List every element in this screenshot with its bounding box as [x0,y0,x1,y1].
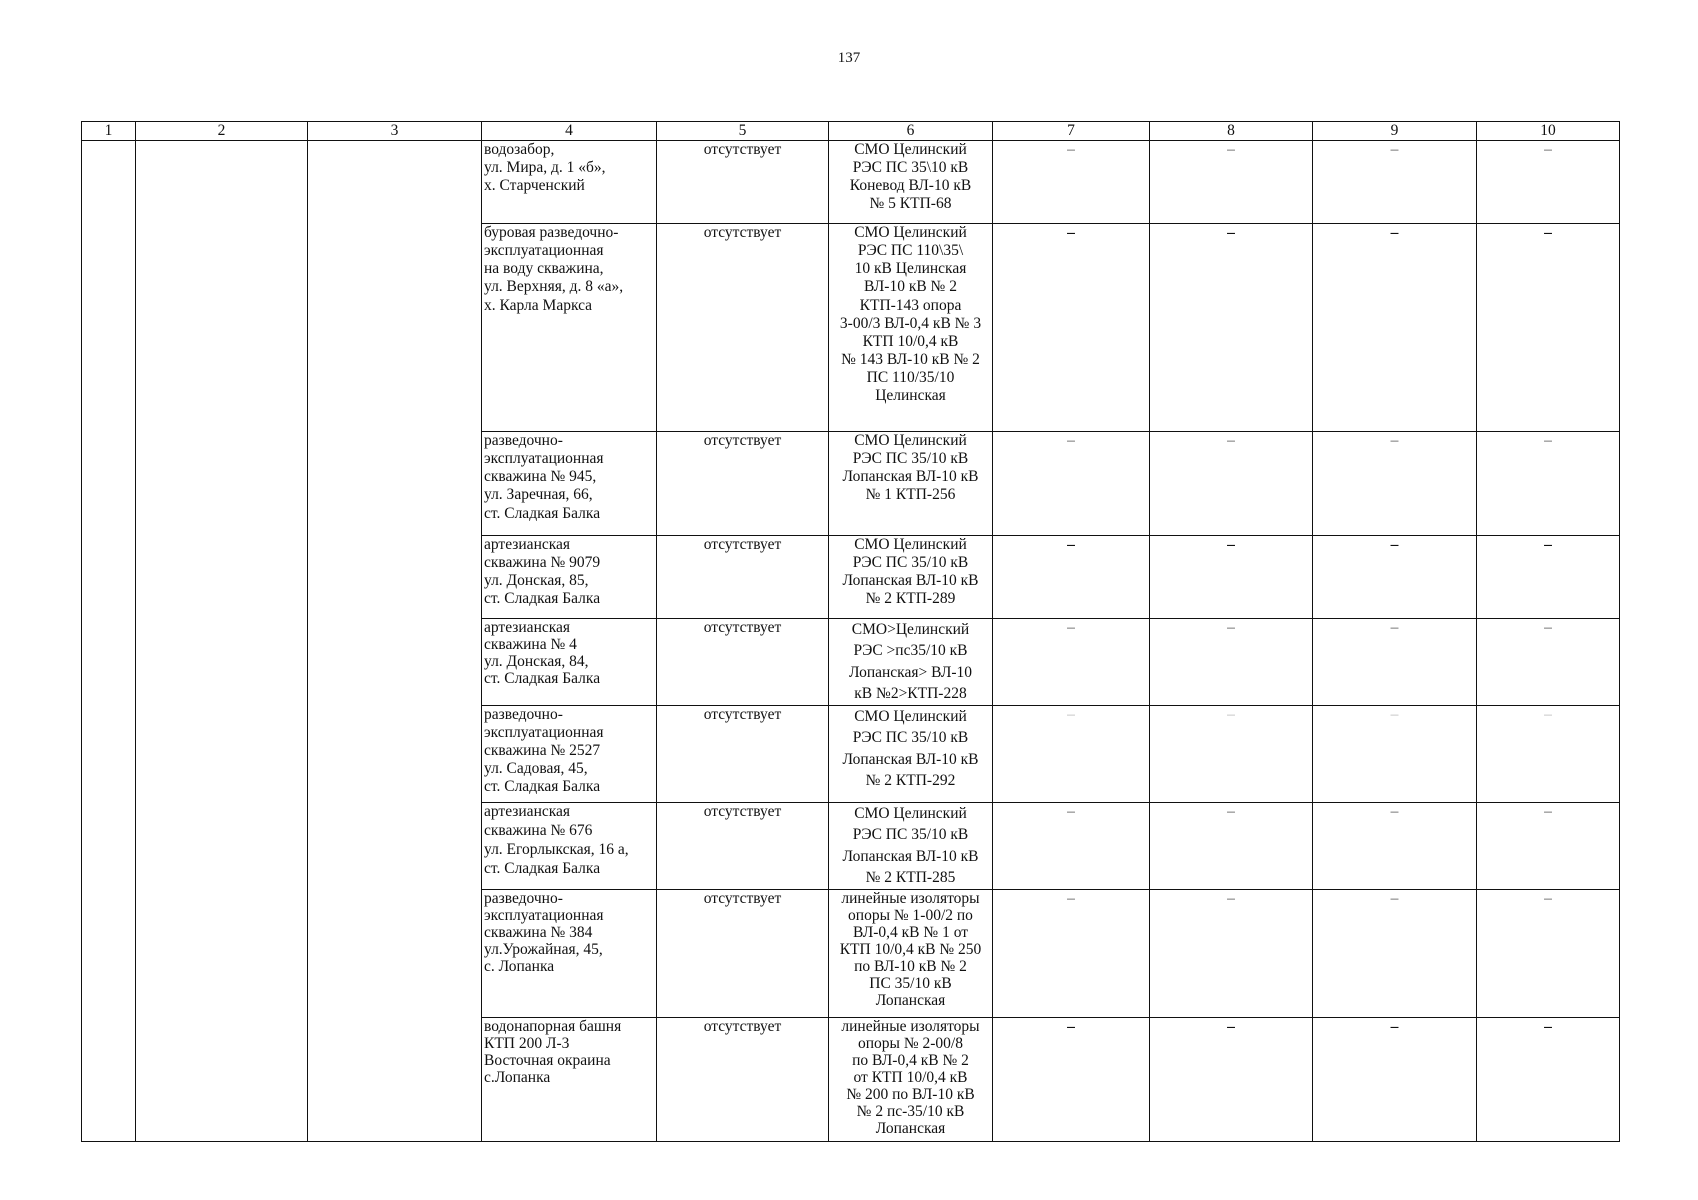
status-cell: отсутствует [657,224,829,432]
status-cell: отсутствует [657,706,829,803]
status-cell: отсутствует [657,890,829,1018]
value-cell: – [1477,706,1620,803]
value-cell: – [1477,619,1620,706]
column-header-7: 7 [993,122,1150,141]
supply-cell: СМО Целинский РЭС ПС 35/10 кВ Лопанская ВЛ-10 кВ № 1 КТП-256 [829,432,993,536]
status-cell: отсутствует [657,141,829,224]
value-cell: – [1477,141,1620,224]
column-header-6: 6 [829,122,993,141]
column-header-2: 2 [136,122,308,141]
value-cell: – [1477,432,1620,536]
status-cell: отсутствует [657,803,829,890]
object-cell: разведочно- эксплуатационная скважина № 384 ул.Урожайная, 45, с. Лопанка [482,890,657,1018]
value-cell: – [1313,536,1477,619]
col3-merged-cell [308,141,482,1142]
page-number: 137 [837,50,861,66]
value-cell: – [1150,536,1313,619]
supply-cell: линейные изоляторы опоры № 1-00/2 по ВЛ-0,4 кВ № 1 от КТП 10/0,4 кВ № 250 по ВЛ-10 кВ № 2 ПС 35/10 кВ Лопанская [829,890,993,1018]
value-cell: – [1313,706,1477,803]
column-header-10: 10 [1477,122,1620,141]
value-cell: – [1150,619,1313,706]
value-cell: – [993,224,1150,432]
status-cell: отсутствует [657,1018,829,1142]
data-table [81,121,1620,1142]
col2-merged-cell [136,141,308,1142]
value-cell: – [1150,1018,1313,1142]
value-cell: – [1150,706,1313,803]
value-cell: – [1477,224,1620,432]
column-header-1: 1 [82,122,136,141]
col1-merged-cell [82,141,136,1142]
object-cell: водонапорная башня КТП 200 Л-3 Восточная окраина с.Лопанка [482,1018,657,1142]
object-cell: артезианская скважина № 4 ул. Донская, 84, ст. Сладкая Балка [482,619,657,706]
supply-cell: СМО Целинский РЭС ПС 35/10 кВ Лопанская ВЛ-10 кВ № 2 КТП-289 [829,536,993,619]
status-cell: отсутствует [657,536,829,619]
value-cell: – [1313,890,1477,1018]
value-cell: – [1313,1018,1477,1142]
value-cell: – [1313,432,1477,536]
supply-cell: СМО Целинский РЭС ПС 35/10 кВ Лопанская ВЛ-10 кВ № 2 КТП-285 [829,803,993,890]
value-cell: – [1150,224,1313,432]
value-cell: – [993,1018,1150,1142]
column-header-9: 9 [1313,122,1477,141]
value-cell: – [993,536,1150,619]
supply-cell: линейные изоляторы опоры № 2-00/8 по ВЛ-0,4 кВ № 2 от КТП 10/0,4 кВ № 200 по ВЛ-10 кВ № 2 пс-35/10 кВ Лопанская [829,1018,993,1142]
value-cell: – [1313,224,1477,432]
value-cell: – [993,432,1150,536]
object-cell: водозабор, ул. Мира, д. 1 «б», х. Старченский [482,141,657,224]
value-cell: – [1150,141,1313,224]
supply-cell: СМО>Целинский РЭС >пс35/10 кВ Лопанская> ВЛ-10 кВ №2>КТП-228 [829,619,993,706]
value-cell: – [1313,803,1477,890]
value-cell: – [1150,432,1313,536]
value-cell: – [1150,803,1313,890]
value-cell: – [1313,619,1477,706]
value-cell: – [1313,141,1477,224]
object-cell: артезианская скважина № 9079 ул. Донская, 85, ст. Сладкая Балка [482,536,657,619]
value-cell: – [993,706,1150,803]
value-cell: – [1477,803,1620,890]
value-cell: – [1477,890,1620,1018]
column-header-5: 5 [657,122,829,141]
column-header-3: 3 [308,122,482,141]
value-cell: – [993,619,1150,706]
value-cell: – [993,890,1150,1018]
value-cell: – [1150,890,1313,1018]
object-cell: артезианская скважина № 676 ул. Егорлыкская, 16 а, ст. Сладкая Балка [482,803,657,890]
status-cell: отсутствует [657,619,829,706]
column-header-4: 4 [482,122,657,141]
value-cell: – [1477,536,1620,619]
supply-cell: СМО Целинский РЭС ПС 35\10 кВ Коневод ВЛ-10 кВ № 5 КТП-68 [829,141,993,224]
value-cell: – [993,141,1150,224]
value-cell: – [1477,1018,1620,1142]
supply-cell: СМО Целинский РЭС ПС 35/10 кВ Лопанская ВЛ-10 кВ № 2 КТП-292 [829,706,993,803]
status-cell: отсутствует [657,432,829,536]
object-cell: разведочно- эксплуатационная скважина № 2527 ул. Садовая, 45, ст. Сладкая Балка [482,706,657,803]
object-cell: разведочно- эксплуатационная скважина № 945, ул. Заречная, 66, ст. Сладкая Балка [482,432,657,536]
object-cell: буровая разведочно- эксплуатационная на воду скважина, ул. Верхняя, д. 8 «а», х. Карла Маркса [482,224,657,432]
supply-cell: СМО Целинский РЭС ПС 110\35\ 10 кВ Целинская ВЛ-10 кВ № 2 КТП-143 опора 3-00/3 ВЛ-0,4 кВ № 3 КТП 10/0,4 кВ № 143 ВЛ-10 кВ № 2 ПС 110/35/10 Целинская [829,224,993,432]
value-cell: – [993,803,1150,890]
header-row [82,122,1620,141]
table-row [82,141,1620,224]
column-header-8: 8 [1150,122,1313,141]
